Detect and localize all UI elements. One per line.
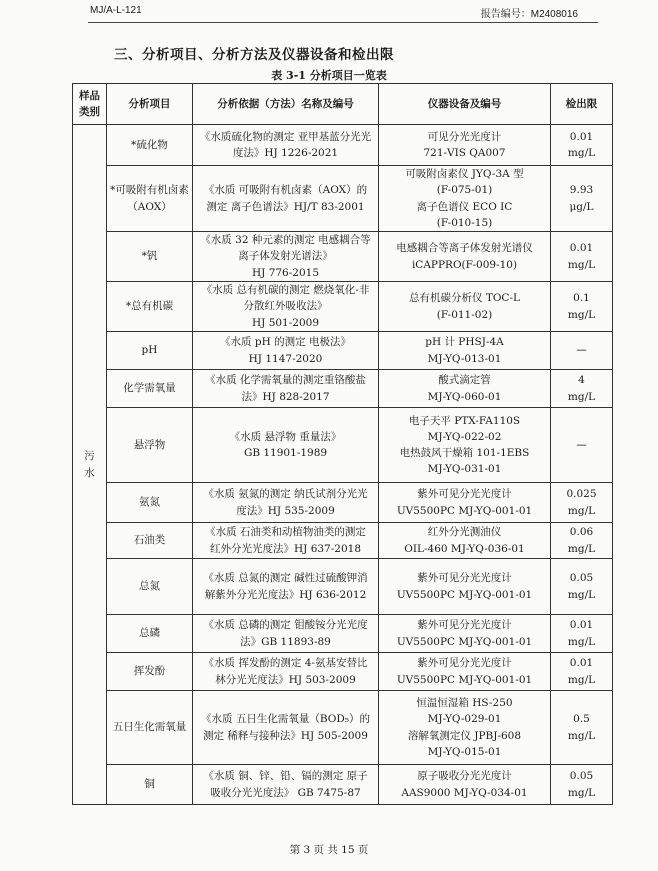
page-footer: 第 3 页 共 15 页 [289, 844, 369, 856]
detection-limit-cell: 0.5 mg/L [551, 691, 613, 765]
detection-limit-cell: 0.06 mg/L [551, 523, 613, 559]
analysis-item-cell: 石油类 [107, 523, 193, 559]
method-cell: 《水质 总氮的测定 碱性过硫酸钾消解紫外分光光度法》HJ 636-2012 [193, 559, 379, 615]
method-cell: 《水质 总有机碳的测定 燃烧氧化-非分散红外吸收法》 HJ 501-2009 [193, 282, 379, 332]
analysis-item-cell: *可吸附有机卤素（AOX） [107, 166, 193, 232]
analysis-item-cell: *硫化物 [107, 125, 193, 166]
header-divider [88, 22, 598, 23]
analysis-items-table [72, 83, 613, 805]
instrument-cell: 酸式滴定管 MJ-YQ-060-01 [379, 370, 551, 408]
table-row [73, 282, 613, 332]
table-row [73, 523, 613, 559]
instrument-cell: 恒温恒湿箱 HS-250 MJ-YQ-029-01 溶解氧测定仪 JPBJ-608 MJ-YQ-015-01 [379, 691, 551, 765]
method-cell: 《水质 可吸附有机卤素（AOX）的测定 离子色谱法》HJ/T 83-2001 [193, 166, 379, 232]
detection-limit-cell: 0.1 mg/L [551, 282, 613, 332]
analysis-item-cell: 总氮 [107, 559, 193, 615]
method-cell: 《水质 挥发酚的测定 4-氨基安替比林分光光度法》HJ 503-2009 [193, 653, 379, 691]
header-analysis-item: 分析项目 [107, 84, 193, 125]
method-cell: 《水质 氨氮的测定 纳氏试剂分光光度法》HJ 535-2009 [193, 483, 379, 523]
analysis-item-cell: *钒 [107, 232, 193, 282]
detection-limit-cell: — [551, 408, 613, 483]
instrument-cell: pH 计 PHSJ-4A MJ-YQ-013-01 [379, 332, 551, 370]
table-row [73, 332, 613, 370]
analysis-item-cell: 五日生化需氧量 [107, 691, 193, 765]
detection-limit-cell: 0.05 mg/L [551, 559, 613, 615]
analysis-item-cell: 总磷 [107, 615, 193, 653]
header-method: 分析依据（方法）名称及编号 [193, 84, 379, 125]
method-cell: 《水质 铜、锌、铅、镉的测定 原子吸收分光光度法》 GB 7475-87 [193, 765, 379, 805]
instrument-cell: 电子天平 PTX-FA110S MJ-YQ-022-02 电热鼓风干燥箱 101-1EBS MJ-YQ-031-01 [379, 408, 551, 483]
instrument-cell: 原子吸收分光光度计 AAS9000 MJ-YQ-034-01 [379, 765, 551, 805]
instrument-cell: 紫外可见分光光度计 UV5500PC MJ-YQ-001-01 [379, 559, 551, 615]
table-row [73, 559, 613, 615]
detection-limit-cell: 0.01 mg/L [551, 125, 613, 166]
detection-limit-cell: — [551, 332, 613, 370]
method-cell: 《水质 悬浮物 重量法》 GB 11901-1989 [193, 408, 379, 483]
report-number: 报告编号：M2408016 [480, 9, 578, 20]
detection-limit-cell: 0.025 mg/L [551, 483, 613, 523]
analysis-item-cell: pH [107, 332, 193, 370]
detection-limit-cell: 9.93 μg/L [551, 166, 613, 232]
analysis-item-cell: 挥发酚 [107, 653, 193, 691]
header-instrument: 仪器设备及编号 [379, 84, 551, 125]
method-cell: 《水质 总磷的测定 钼酸铵分光光度法》GB 11893-89 [193, 615, 379, 653]
analysis-item-cell: *总有机碳 [107, 282, 193, 332]
instrument-cell: 可吸附卤素仪 JYQ-3A 型 (F-075-01) 离子色谱仪 ECO IC (F-010-15) [379, 166, 551, 232]
sample-category-cell: 污 水 [73, 125, 107, 805]
table-row [73, 408, 613, 483]
instrument-cell: 紫外可见分光光度计 UV5500PC MJ-YQ-001-01 [379, 615, 551, 653]
instrument-cell: 紫外可见分光光度计 UV5500PC MJ-YQ-001-01 [379, 483, 551, 523]
method-cell: 《水质 pH 的测定 电极法》 HJ 1147-2020 [193, 332, 379, 370]
instrument-cell: 紫外可见分光光度计 UV5500PC MJ-YQ-001-01 [379, 653, 551, 691]
header-sample-type: 样品 类别 [73, 84, 107, 125]
analysis-item-cell: 悬浮物 [107, 408, 193, 483]
detection-limit-cell: 4 mg/L [551, 370, 613, 408]
instrument-cell: 可见分光光度计 721-VIS QA007 [379, 125, 551, 166]
method-cell: 《水质硫化物的测定 亚甲基蓝分光光度法》HJ 1226-2021 [193, 125, 379, 166]
method-cell: 《水质 化学需氧量的测定重铬酸盐法》HJ 828-2017 [193, 370, 379, 408]
instrument-cell: 红外分光测油仪 OIL-460 MJ-YQ-036-01 [379, 523, 551, 559]
detection-limit-cell: 0.01 mg/L [551, 615, 613, 653]
header-detection-limit: 检出限 [551, 84, 613, 125]
table-row [73, 166, 613, 232]
instrument-cell: 总有机碳分析仪 TOC-L (F-011-02) [379, 282, 551, 332]
method-cell: 《水质 32 种元素的测定 电感耦合等离子体发射光谱法》 HJ 776-2015 [193, 232, 379, 282]
detection-limit-cell: 0.01 mg/L [551, 232, 613, 282]
section-title: 三、分析项目、分析方法及仪器设备和检出限 [114, 47, 394, 63]
document-code: MJ/A-L-121 [90, 5, 142, 16]
table-row [73, 370, 613, 408]
method-cell: 《水质 五日生化需氧量（BOD₅）的测定 稀释与接种法》HJ 505-2009 [193, 691, 379, 765]
table-row [73, 125, 613, 166]
method-cell: 《水质 石油类和动植物油类的测定 红外分光光度法》HJ 637-2018 [193, 523, 379, 559]
table-row [73, 232, 613, 282]
analysis-item-cell: 化学需氧量 [107, 370, 193, 408]
table-header-row [73, 84, 613, 125]
table-row [73, 765, 613, 805]
table-row [73, 691, 613, 765]
detection-limit-cell: 0.01 mg/L [551, 653, 613, 691]
analysis-item-cell: 氨氮 [107, 483, 193, 523]
detection-limit-cell: 0.05 mg/L [551, 765, 613, 805]
table-caption: 表 3-1 分析项目一览表 [271, 69, 387, 82]
table-row [73, 483, 613, 523]
instrument-cell: 电感耦合等离子体发射光谱仪 iCAPPRO(F-009-10) [379, 232, 551, 282]
analysis-item-cell: 铜 [107, 765, 193, 805]
table-row [73, 615, 613, 653]
table-row [73, 653, 613, 691]
